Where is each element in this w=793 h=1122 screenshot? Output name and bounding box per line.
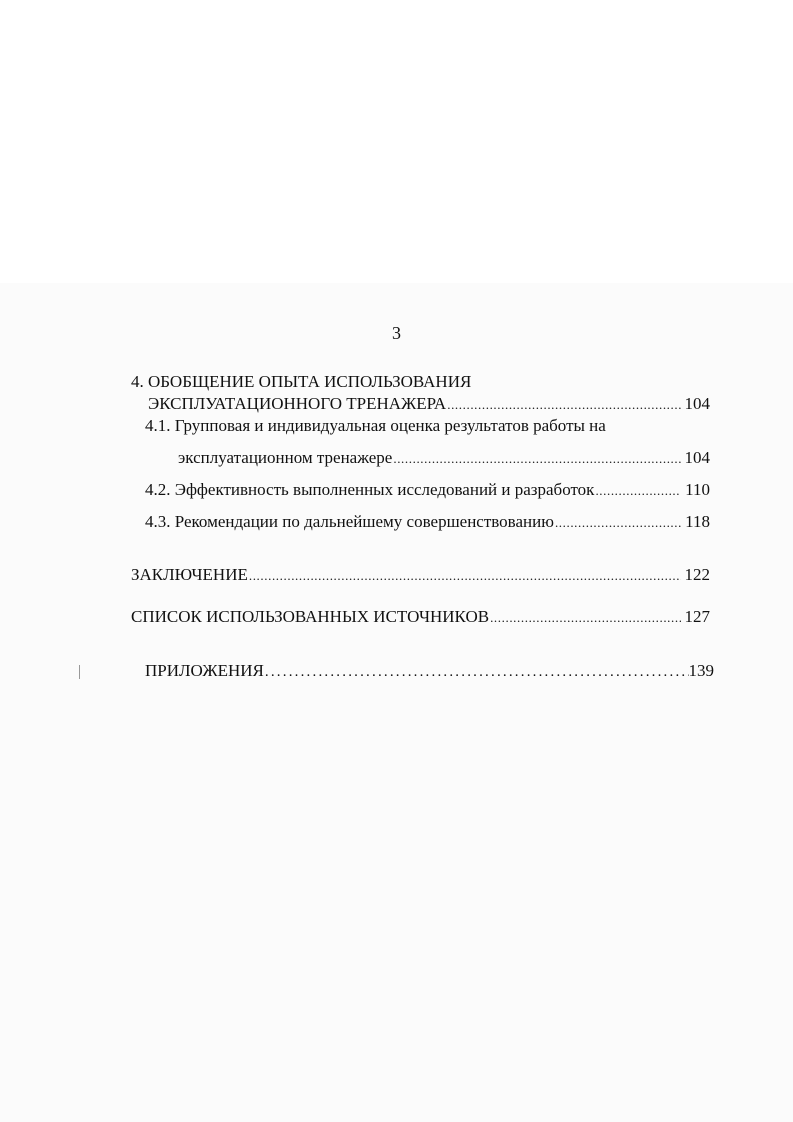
toc-entry-appendices — [145, 660, 714, 683]
scan-margin-mark — [79, 665, 80, 679]
toc-entry-title: ПРИЛОЖЕНИЯ — [145, 661, 264, 680]
page-number: 3 — [392, 323, 401, 343]
dot-leader — [555, 511, 681, 534]
dot-leader — [595, 479, 681, 502]
toc-page-ref: 122 — [684, 565, 710, 584]
dot-leader — [393, 447, 680, 470]
toc-entry-references — [131, 606, 710, 629]
toc-entry-title: 4.3. Рекомендации по дальнейшему совершенствованию — [145, 512, 554, 531]
dot-leader — [249, 564, 681, 587]
toc-entry-4-1-title: 4.1. Групповая и индивидуальная оценка результатов работы на — [145, 416, 606, 435]
toc-entry-4-3 — [145, 511, 710, 534]
toc-page-ref: 104 — [684, 394, 710, 413]
toc-entry-title: 4.2. Эффективность выполненных исследований и разработок — [145, 480, 595, 499]
toc-entry-chapter-4 — [148, 393, 710, 416]
dot-leader — [447, 393, 680, 416]
toc-entry-conclusion — [131, 564, 710, 587]
toc-page-ref: 104 — [684, 448, 710, 467]
toc-entry-4-1 — [178, 447, 710, 470]
toc-page-ref: 139 — [688, 661, 714, 680]
toc-entry-title: СПИСОК ИСПОЛЬЗОВАННЫХ ИСТОЧНИКОВ — [131, 607, 490, 626]
toc-entry-title-continued: ЭКСПЛУАТАЦИОННОГО ТРЕНАЖЕРА — [148, 394, 447, 413]
toc-entry-title: ЗАКЛЮЧЕНИЕ — [131, 565, 248, 584]
dot-leader — [265, 660, 689, 683]
toc-entry-chapter-4-title: 4. ОБОБЩЕНИЕ ОПЫТА ИСПОЛЬЗОВАНИЯ — [131, 372, 472, 391]
toc-page-ref: 118 — [685, 512, 710, 531]
dot-leader — [490, 606, 680, 629]
toc-page-ref: 110 — [685, 480, 710, 499]
toc-entry-4-2 — [145, 479, 710, 502]
toc-entry-title-continued: эксплуатационном тренажере — [178, 448, 393, 467]
toc-page-ref: 127 — [684, 607, 710, 626]
